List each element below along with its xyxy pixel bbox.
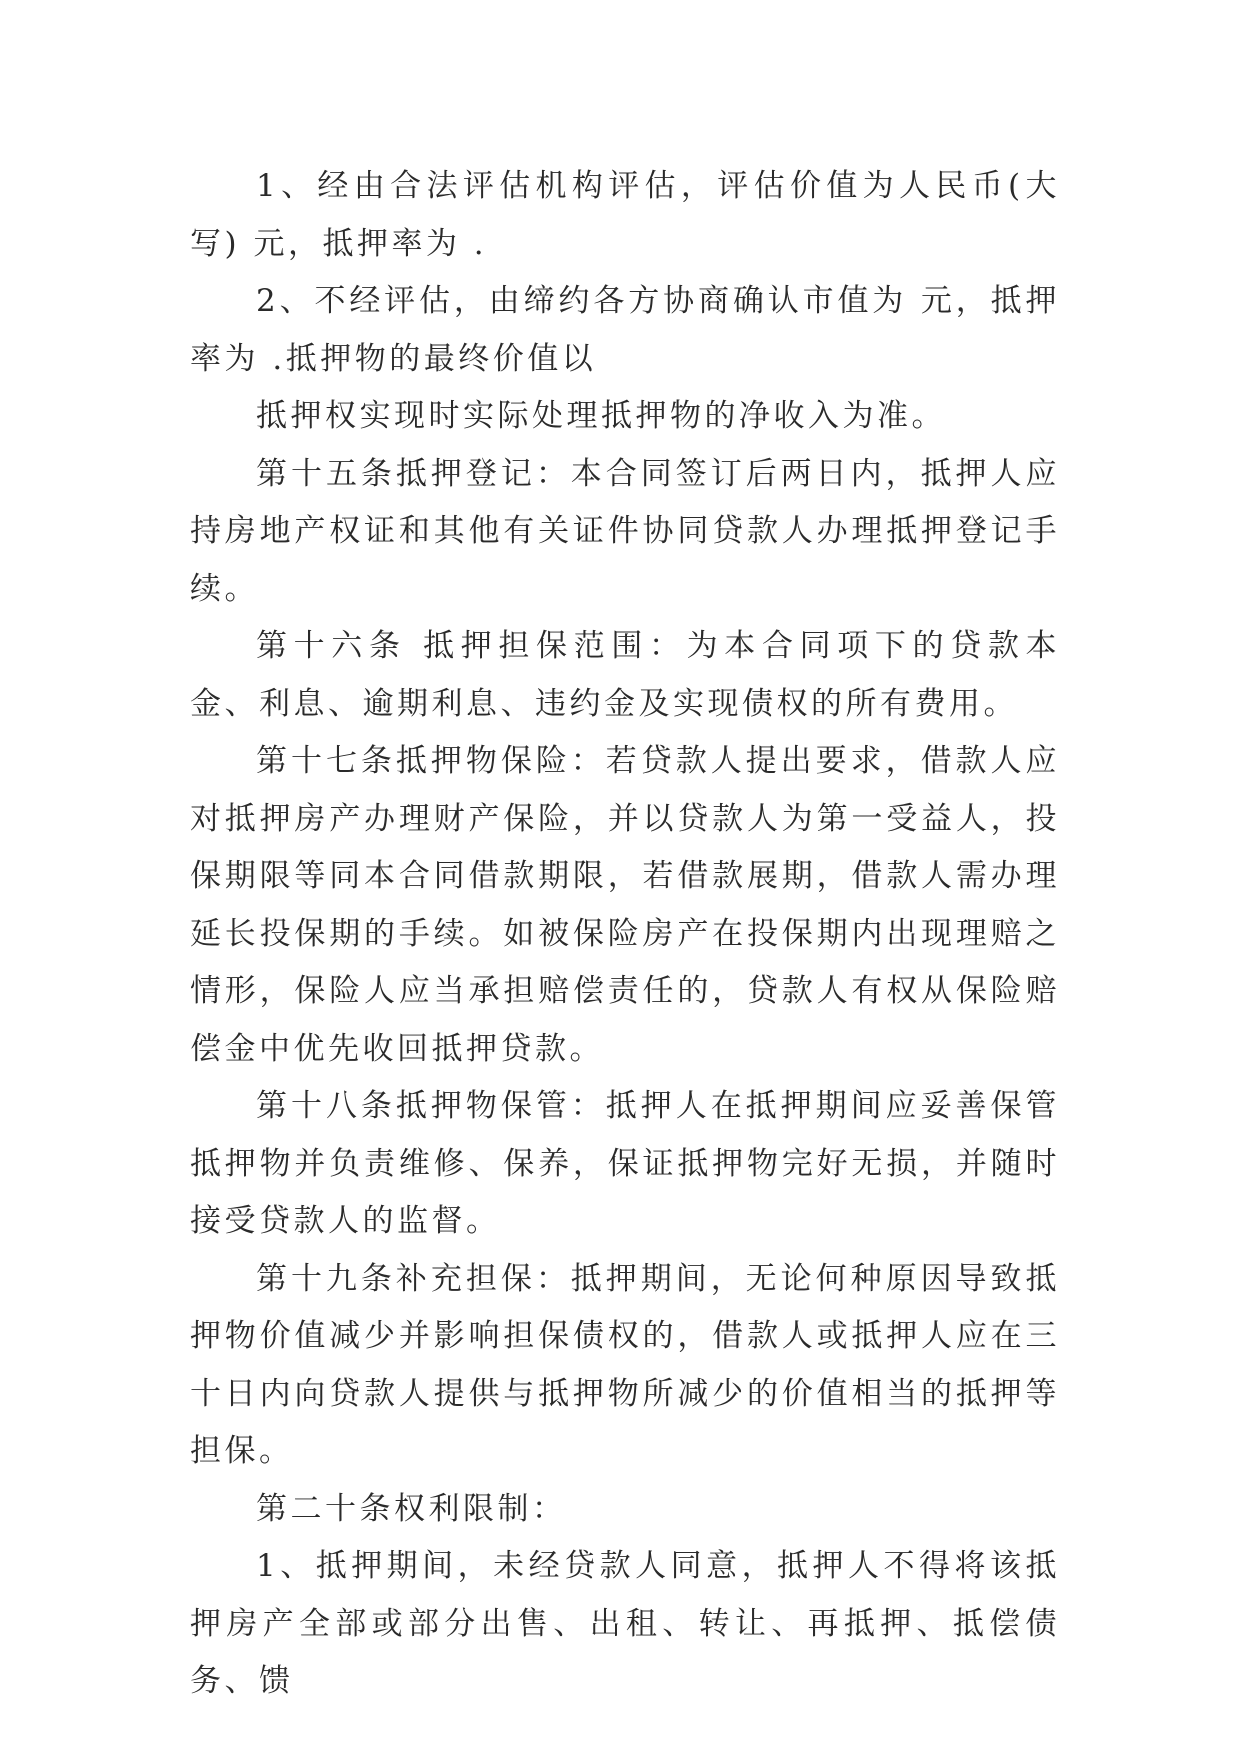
paragraph-article-15: 第十五条抵押登记：本合同签订后两日内，抵押人应持房地产权证和其他有关证件协同贷款人办理抵押登记手续。 [190, 455, 1060, 607]
paragraph-final-value: 抵押权实现时实际处理抵押物的净收入为准。 [256, 398, 946, 434]
paragraph-article-16: 第十六条 抵押担保范围：为本合同项下的贷款本金、利息、逾期利息、违约金及实现债权的所有费用。 [190, 628, 1060, 722]
paragraph-valuation-appraised: 1、经由合法评估机构评估，评估价值为人民币(大写) 元，抵押率为 . [190, 168, 1060, 262]
paragraph-article-20-item-1: 1、抵押期间，未经贷款人同意，抵押人不得将该抵押房产全部或部分出售、出租、转让、再抵押、抵偿债务、馈 [190, 1548, 1060, 1699]
paragraph-article-17: 第十七条抵押物保险：若贷款人提出要求，借款人应对抵押房产办理财产保险，并以贷款人为第一受益人，投保期限等同本合同借款期限，若借款展期，借款人需办理延长投保期的手续。如被保险房产在投保期内出现理赔之情形，保险人应当承担赔偿责任的，贷款人有权从保险赔偿金中优先收回抵押贷款。 [190, 743, 1060, 1067]
document-body [190, 158, 1060, 1711]
paragraph-valuation-negotiated: 2、不经评估，由缔约各方协商确认市值为 元，抵押率为 .抵押物的最终价值以 [190, 283, 1060, 377]
paragraph-article-20: 第二十条权利限制： [256, 1490, 567, 1527]
paragraph-article-19: 第十九条补充担保：抵押期间，无论何种原因导致抵押物价值减少并影响担保债权的，借款人或抵押人应在三十日内向贷款人提供与抵押物所减少的价值相当的抵押等担保。 [190, 1260, 1060, 1469]
paragraph-article-18: 第十八条抵押物保管：抵押人在抵押期间应妥善保管抵押物并负责维修、保养，保证抵押物完好无损，并随时接受贷款人的监督。 [190, 1088, 1060, 1239]
